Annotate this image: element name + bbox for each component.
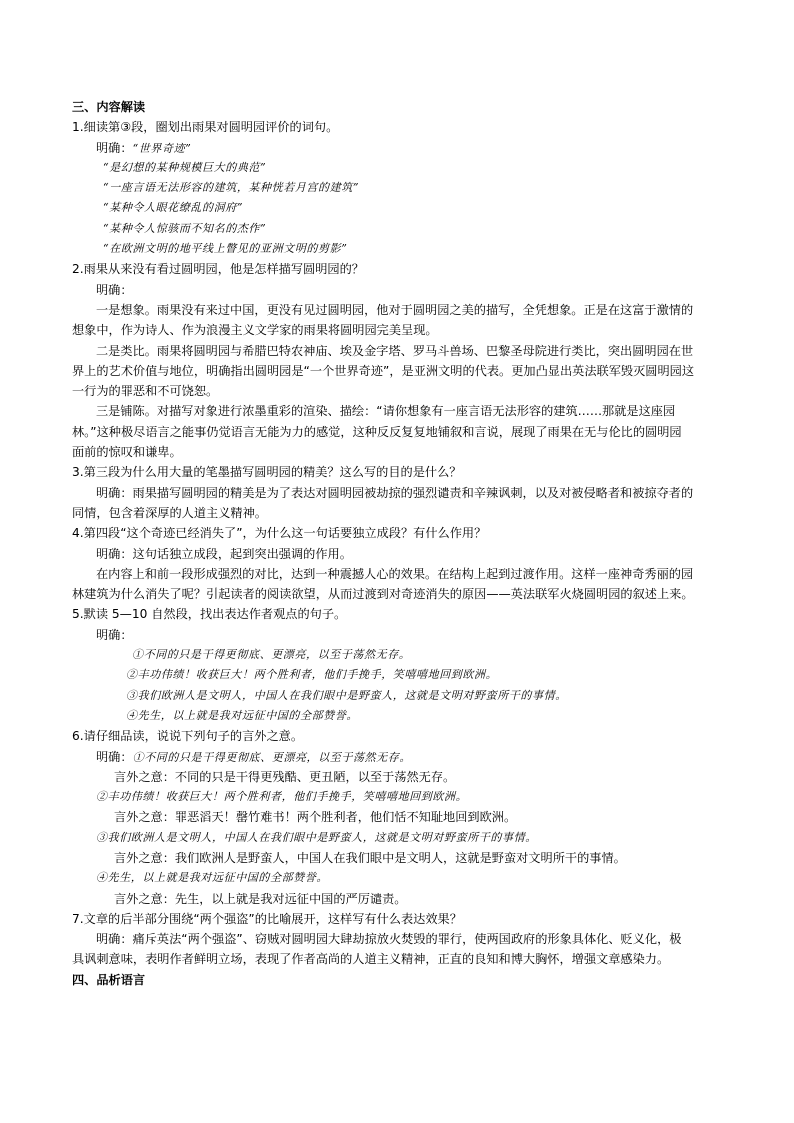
q6-answer-line bbox=[72, 747, 727, 767]
q2-para-3-line-2: 林。”这种极尽语言之能事仍觉语言无能为力的感觉，这种反反复复地铺叙和言说，展现了雨果在无与伦比的圆明园 bbox=[72, 424, 682, 439]
q3-answer-line-2: 同情，包含着深厚的人道主义精神。 bbox=[72, 505, 267, 520]
question-6: 6.请仔细品读，说说下列句子的言外之意。 bbox=[72, 729, 304, 744]
question-3: 3.第三段为什么用大量的笔墨描写圆明园的精美？这么写的目的是什么？ bbox=[72, 465, 462, 480]
q6-quote-3: ③我们欧洲人是文明人，中国人在我们眼中是野蛮人，这就是文明对野蛮所干的事情。 bbox=[96, 830, 537, 844]
quote: ①不同的只是干得更彻底、更漂亮，以至于荡然无存。 bbox=[132, 750, 411, 764]
q6-implication-2: 言外之意：罪恶滔天！罄竹难书！两个胜利者，他们恬不知耻地回到欧洲。 bbox=[114, 810, 517, 825]
quote: “世界奇迹” bbox=[132, 141, 192, 155]
q6-implication-3: 言外之意：我们欧洲人是野蛮人，中国人在我们眼中是文明人，这就是野蛮对文明所干的事情。 bbox=[114, 850, 626, 865]
q1-answer-line bbox=[72, 138, 727, 158]
q1-quote-3: “某种令人眼花缭乱的洞府” bbox=[103, 201, 244, 215]
q7-answer-line-2: 具讽刺意味，表明作者鲜明立场，表现了作者高尚的人道主义精神，正直的良知和博大胸怀，增强文章感染力。 bbox=[72, 952, 670, 967]
q2-answer-label: 明确： bbox=[96, 282, 133, 297]
q2-para-3-line-3: 面前的惊叹和谦卑。 bbox=[72, 445, 182, 460]
answer-label: 明确： bbox=[96, 749, 133, 764]
q7-answer-line-1: 明确：痛斥英法“两个强盗”、窃贼对圆明园大肆劫掠放火焚毁的罪行，使两国政府的形象具体化、贬义化，极 bbox=[96, 932, 682, 947]
q1-quote-5: “在欧洲文明的地平线上瞥见的亚洲文明的剪影” bbox=[103, 242, 348, 256]
q4-answer-line-1: 在内容上和前一段形成强烈的对比，达到一种震撼人心的效果。在结构上起到过渡作用。这样一座神奇秀丽的园 bbox=[96, 566, 694, 581]
q1-quote-2: “一座言语无法形容的建筑，某种恍若月宫的建筑” bbox=[103, 181, 360, 195]
q4-answer: 明确：这句话独立成段，起到突出强调的作用。 bbox=[96, 546, 352, 561]
q5-quote-4: ④先生，以上就是我对远征中国的全部赞誉。 bbox=[126, 708, 358, 722]
section-4-title: 四、品析语言 bbox=[72, 972, 146, 987]
q2-para-3-line-1: 三是铺陈。对描写对象进行浓墨重彩的渲染、描绘：“请你想象有一座言语无法形容的建筑……那就是这座园 bbox=[96, 404, 676, 419]
q2-para-2-line-2: 界上的艺术价值与地位，明确指出圆明园是“一个世界奇迹”，是亚洲文明的代表。更加凸显出英法联军毁灭圆明园这 bbox=[72, 363, 695, 378]
q1-quote-1: “是幻想的某种规模巨大的典范” bbox=[103, 160, 267, 174]
question-7: 7.文章的后半部分围绕“两个强盗”的比喻展开，这样写有什么表达效果？ bbox=[72, 911, 462, 926]
answer-label: 明确： bbox=[96, 140, 133, 155]
q6-quote-2: ②丰功伟绩！收获巨大！两个胜利者，他们手挽手，笑嘻嘻地回到欧洲。 bbox=[96, 790, 468, 804]
q2-para-2-line-1: 二是类比。雨果将圆明园与希腊巴特农神庙、埃及金字塔、罗马斗兽场、巴黎圣母院进行类比，突出圆明园在世 bbox=[96, 343, 694, 358]
q5-answer-label: 明确： bbox=[96, 627, 133, 642]
q3-answer-line-1: 明确：雨果描写圆明园的精美是为了表达对圆明园被劫掠的强烈谴责和辛辣讽刺，以及对被侵略者和被掠夺者的 bbox=[96, 485, 694, 500]
q6-quote-4: ④先生，以上就是我对远征中国的全部赞誉。 bbox=[96, 871, 328, 885]
q6-implication-1: 言外之意：不同的只是干得更残酷、更丑陋，以至于荡然无存。 bbox=[114, 769, 456, 784]
q2-para-1-line-2: 想象中，作为诗人、作为浪漫主义文学家的雨果将圆明园完美呈现。 bbox=[72, 323, 438, 338]
q5-quote-2: ②丰功伟绩！收获巨大！两个胜利者，他们手挽手，笑嘻嘻地回到欧洲。 bbox=[126, 668, 498, 682]
q4-answer-line-2: 林建筑为什么消失了呢？引起读者的阅读欲望，从而过渡到对奇迹消失的原因——英法联军火烧圆明园的叙述上来。 bbox=[72, 587, 694, 602]
q5-quote-1: ①不同的只是干得更彻底、更漂亮，以至于荡然无存。 bbox=[132, 648, 411, 662]
q2-para-2-line-3: 一行为的罪恶和不可饶恕。 bbox=[72, 384, 219, 399]
section-3-title: 三、内容解读 bbox=[72, 100, 146, 114]
question-5: 5.默读 5—10 自然段，找出表达作者观点的句子。 bbox=[72, 607, 347, 622]
q1-quote-4: “某种令人惊骇而不知名的杰作” bbox=[103, 221, 267, 235]
question-1: 1.细读第③段，圈划出雨果对圆明园评价的词句。 bbox=[72, 120, 339, 135]
question-4: 4.第四段“这个奇迹已经消失了”，为什么这一句话要独立成段？有什么作用？ bbox=[72, 526, 487, 541]
q6-implication-4: 言外之意：先生，以上就是我对远征中国的严厉谴责。 bbox=[114, 891, 407, 906]
question-2: 2.雨果从来没有看过圆明园，他是怎样描写圆明园的？ bbox=[72, 262, 364, 277]
q2-para-1-line-1: 一是想象。雨果没有来过中国，更没有见过圆明园，他对于圆明园之美的描写，全凭想象。正是在这富于激情的 bbox=[96, 302, 694, 317]
document-content bbox=[72, 97, 727, 990]
q5-quote-3: ③我们欧洲人是文明人，中国人在我们眼中是野蛮人，这就是文明对野蛮所干的事情。 bbox=[126, 688, 567, 702]
